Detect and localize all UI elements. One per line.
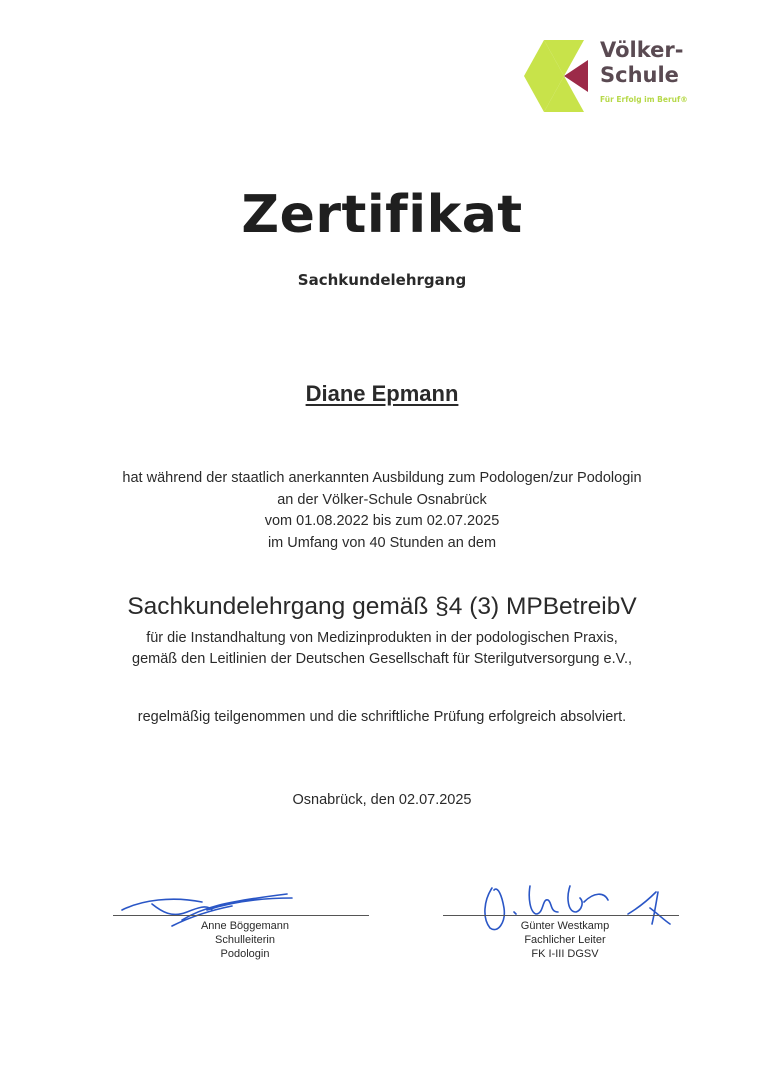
body-line: im Umfang von 40 Stunden an dem bbox=[267, 534, 497, 551]
completion-statement: regelmäßig teilgenommen und die schriftliche Prüfung erfolgreich absolviert. bbox=[137, 709, 627, 725]
signatory-title: Podologin bbox=[220, 948, 270, 960]
signatory-left bbox=[190, 919, 300, 961]
recipient-name: Diane Epmann bbox=[305, 381, 459, 406]
body-line: vom 01.08.2022 bis zum 02.07.2025 bbox=[264, 513, 500, 529]
signature-line-left bbox=[113, 915, 369, 916]
place-date: Osnabrück, den 02.07.2025 bbox=[292, 792, 472, 808]
certificate-subtitle: Sachkundelehrgang bbox=[297, 271, 467, 289]
logo-slogan: Für Erfolg im Beruf® bbox=[600, 95, 688, 104]
signatory-right bbox=[505, 919, 625, 961]
course-description bbox=[0, 628, 764, 670]
logo-wordmark bbox=[600, 38, 720, 88]
course-line: für die Instandhaltung von Medizinprodukten in der podologischen Praxis, bbox=[146, 630, 618, 646]
signature-line-right bbox=[443, 915, 679, 916]
body-line: hat während der staatlich anerkannten Ausbildung zum Podologen/zur Podologin bbox=[122, 470, 642, 486]
body-line: an der Völker-Schule Osnabrück bbox=[277, 491, 487, 508]
logo-name-line1: Völker- bbox=[600, 38, 684, 62]
certificate-body bbox=[0, 468, 764, 554]
school-logo bbox=[522, 38, 722, 116]
logo-mark-icon bbox=[522, 38, 588, 114]
course-title: Sachkundelehrgang gemäß §4 (3) MPBetreibV bbox=[127, 593, 637, 620]
logo-name-line2: Schule bbox=[600, 63, 679, 87]
certificate-title: Zertifikat bbox=[241, 185, 523, 245]
signatory-role: Fachlicher Leiter bbox=[524, 934, 606, 946]
course-line: gemäß den Leitlinien der Deutschen Gesellschaft für Sterilgutversorgung e.V., bbox=[132, 651, 632, 667]
signatory-title: FK I-III DGSV bbox=[531, 948, 599, 960]
recipient-name-wrap bbox=[0, 381, 764, 407]
signatory-name: Günter Westkamp bbox=[520, 920, 610, 932]
signatory-role: Schulleiterin bbox=[215, 934, 275, 946]
signatory-name: Anne Böggemann bbox=[200, 920, 290, 932]
